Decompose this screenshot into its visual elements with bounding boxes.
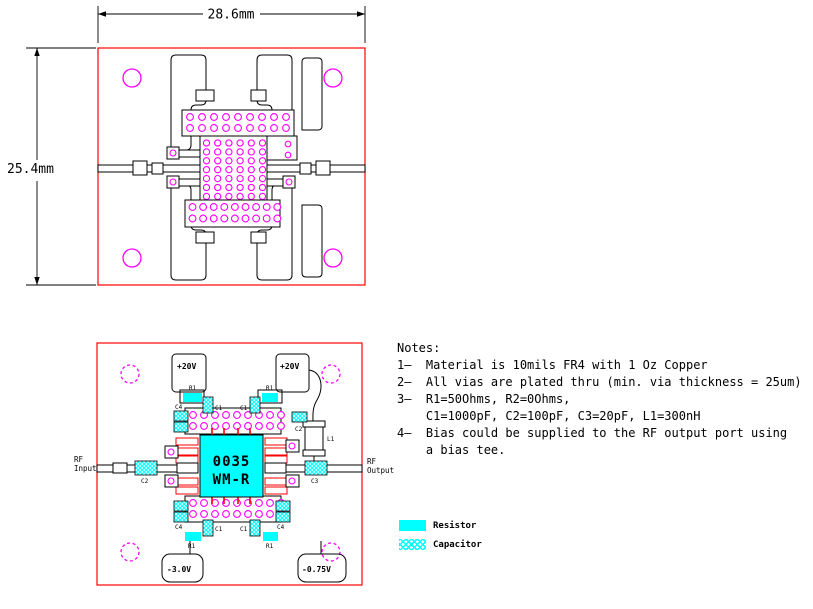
via <box>187 114 194 121</box>
via <box>211 125 218 132</box>
via <box>190 412 197 419</box>
via <box>210 215 217 222</box>
via <box>274 215 281 222</box>
stub-trace <box>179 179 200 186</box>
designator-c-stack-top-left: C4 <box>175 404 183 411</box>
designator-r-bottom-left: R1 <box>188 543 196 550</box>
pad <box>133 161 147 175</box>
via <box>226 158 232 164</box>
stub-trace <box>267 179 283 186</box>
pad <box>300 163 311 174</box>
arrowhead-icon <box>357 11 365 16</box>
legend-label-resistor: Resistor <box>433 520 477 531</box>
via <box>190 511 197 518</box>
mounting-hole-icon <box>324 69 342 87</box>
via <box>263 204 270 211</box>
mounting-hole-icon <box>123 69 141 87</box>
bias-label-top-right: +20V <box>280 362 300 371</box>
via <box>223 511 230 518</box>
via <box>247 125 254 132</box>
via <box>168 449 174 455</box>
legend-row-capacitor <box>399 535 482 554</box>
resistor <box>263 532 278 541</box>
via <box>242 204 249 211</box>
via <box>210 204 217 211</box>
capacitor <box>174 422 188 432</box>
bare-board-view <box>98 48 365 285</box>
via <box>189 215 196 222</box>
via <box>203 193 209 199</box>
resistor <box>183 393 202 402</box>
via <box>259 149 265 155</box>
via-bar <box>185 496 281 522</box>
bias-label-bottom-left: -3.0V <box>167 565 192 574</box>
via <box>278 412 285 419</box>
rf-input-label-line1: RF <box>74 455 84 464</box>
via <box>267 500 274 507</box>
via <box>259 193 265 199</box>
designator-c-stack-bottom-right: C4 <box>277 524 285 531</box>
via <box>203 176 209 182</box>
via <box>248 167 254 173</box>
width-dimension-label: 28.6mm <box>207 7 255 23</box>
via <box>283 125 290 132</box>
via <box>242 215 249 222</box>
via <box>203 184 209 190</box>
via <box>201 423 208 430</box>
arrowhead-icon <box>98 11 106 16</box>
via <box>223 125 230 132</box>
capacitor <box>305 461 327 475</box>
via <box>259 176 265 182</box>
designator-c-stack-bottom-left: C4 <box>175 524 183 531</box>
via <box>232 204 239 211</box>
via <box>289 478 295 484</box>
via <box>234 511 241 518</box>
via <box>285 152 291 158</box>
via <box>215 167 221 173</box>
stub-trace <box>179 150 200 157</box>
via <box>200 204 207 211</box>
via <box>223 114 230 121</box>
via <box>237 176 243 182</box>
side-ground-pad <box>267 136 297 160</box>
designator-c-top-right: C1 <box>240 405 248 412</box>
note-line: a bias tee. <box>397 443 506 457</box>
designator-r-bottom-right: R1 <box>266 543 274 550</box>
legend-row-resistor <box>399 516 482 535</box>
mounting-hole-icon <box>123 249 141 267</box>
pad <box>251 90 266 101</box>
via <box>247 114 254 121</box>
via <box>170 150 176 156</box>
via <box>248 193 254 199</box>
designator-c-stack-top-right: C2 <box>295 426 303 433</box>
via <box>259 125 266 132</box>
via <box>271 125 278 132</box>
via <box>199 125 206 132</box>
designator-l1: L1 <box>327 436 335 443</box>
bias-label-bottom-right: -0.75V <box>302 565 331 574</box>
inductor-l1 <box>303 421 325 461</box>
pad <box>152 163 163 174</box>
via <box>248 184 254 190</box>
ground-arm <box>302 205 322 277</box>
pad <box>265 463 286 473</box>
mounting-hole-icon <box>121 365 139 383</box>
designator-c-input: C2 <box>141 478 149 485</box>
mounting-hole-icon <box>121 543 139 561</box>
via <box>253 204 260 211</box>
bias-arm <box>276 354 309 392</box>
note-line: 2— All vias are plated thru (min. via thickness = 25um) <box>397 375 802 389</box>
via <box>226 140 232 146</box>
designator-c-bottom-right: C1 <box>240 526 248 533</box>
via <box>221 215 228 222</box>
bias-trace <box>190 541 321 554</box>
via <box>234 500 241 507</box>
via <box>263 215 270 222</box>
capacitor <box>203 520 213 536</box>
via <box>253 215 260 222</box>
via <box>189 204 196 211</box>
resistor-swatch-icon <box>399 520 426 531</box>
via <box>226 176 232 182</box>
mounting-hole-icon <box>322 365 340 383</box>
via <box>256 511 263 518</box>
capacitor <box>250 397 260 413</box>
via <box>237 193 243 199</box>
capacitor <box>250 520 260 536</box>
chip-marking-line2: WM-R <box>212 472 251 488</box>
bias-label-top-left: +20V <box>177 362 197 371</box>
via <box>259 140 265 146</box>
pad <box>251 232 266 243</box>
capacitor-swatch-icon <box>399 539 426 550</box>
via <box>187 125 194 132</box>
center-ground-pad <box>200 136 267 200</box>
pad <box>316 161 330 175</box>
via <box>278 423 285 430</box>
via <box>286 179 292 185</box>
via <box>190 423 197 430</box>
notes-block <box>397 340 802 459</box>
rf-output-label-line1: RF <box>367 457 377 466</box>
ground-arm <box>302 58 322 130</box>
via <box>211 114 218 121</box>
via <box>215 158 221 164</box>
chip-marking-line1: 0035 <box>212 454 251 470</box>
via <box>203 140 209 146</box>
via <box>274 204 281 211</box>
via <box>248 158 254 164</box>
designator-r-top-right: R1 <box>266 385 274 392</box>
via <box>226 184 232 190</box>
bias-trace <box>309 370 321 422</box>
via <box>271 114 278 121</box>
via <box>267 412 274 419</box>
assembled-board-view <box>74 343 394 585</box>
via <box>267 511 274 518</box>
note-line: C1=1000pF, C2=100pF, C3=20pF, L1=300nH <box>397 409 701 423</box>
via <box>215 176 221 182</box>
mounting-hole-icon <box>322 543 340 561</box>
rf-trace <box>98 165 200 172</box>
designator-c-output: C3 <box>311 478 319 485</box>
via <box>190 500 197 507</box>
capacitor <box>174 512 188 522</box>
via <box>234 412 241 419</box>
capacitor <box>276 512 290 522</box>
resistor <box>185 532 201 541</box>
via <box>201 511 208 518</box>
via <box>170 179 176 185</box>
via <box>226 193 232 199</box>
via <box>283 114 290 121</box>
pad <box>196 90 214 101</box>
arrowhead-icon <box>34 277 39 285</box>
via <box>200 215 207 222</box>
via <box>215 140 221 146</box>
via <box>259 184 265 190</box>
via <box>256 423 263 430</box>
rf-output-label-line2: Output <box>367 466 395 475</box>
height-dimension-label: 25.4mm <box>7 162 54 177</box>
capacitor <box>276 501 290 511</box>
via <box>259 167 265 173</box>
capacitor <box>203 397 213 413</box>
arrowhead-icon <box>34 48 39 56</box>
via <box>235 125 242 132</box>
via <box>201 500 208 507</box>
via <box>232 215 239 222</box>
via <box>199 114 206 121</box>
via <box>203 149 209 155</box>
via <box>215 184 221 190</box>
pad <box>113 463 127 473</box>
via <box>248 176 254 182</box>
via <box>221 204 228 211</box>
via <box>203 167 209 173</box>
via <box>215 193 221 199</box>
capacitor <box>174 501 188 511</box>
via <box>234 423 241 430</box>
notes-title: Notes: <box>397 341 441 355</box>
resistor <box>262 393 278 402</box>
via <box>237 184 243 190</box>
via <box>259 114 266 121</box>
via-bar <box>185 408 281 434</box>
via <box>248 140 254 146</box>
legend <box>399 516 482 554</box>
note-line: 4— Bias could be supplied to the RF output port using <box>397 426 788 440</box>
via <box>289 443 295 449</box>
pad <box>196 232 214 243</box>
via <box>245 511 252 518</box>
via <box>237 167 243 173</box>
via <box>259 158 265 164</box>
note-line: 3— R1=50Ohms, R2=0Ohms, <box>397 392 571 406</box>
capacitor <box>174 411 188 421</box>
via <box>248 149 254 155</box>
via <box>212 511 219 518</box>
designator-r-top-left: R1 <box>189 385 197 392</box>
via <box>223 412 230 419</box>
via <box>215 149 221 155</box>
via <box>226 167 232 173</box>
pad <box>177 463 198 473</box>
via <box>168 478 174 484</box>
via <box>267 423 274 430</box>
capacitor <box>292 412 307 422</box>
mounting-hole-icon <box>324 249 342 267</box>
via <box>256 500 263 507</box>
note-line: 1— Material is 10mils FR4 with 1 Oz Copper <box>397 358 708 372</box>
via <box>237 140 243 146</box>
rf-input-label-line2: Input <box>74 464 97 473</box>
via <box>237 149 243 155</box>
capacitor <box>135 461 157 475</box>
designator-c-bottom-left: C1 <box>215 526 223 533</box>
via <box>285 141 291 147</box>
legend-label-capacitor: Capacitor <box>433 539 482 550</box>
via <box>237 158 243 164</box>
via <box>235 114 242 121</box>
via <box>203 158 209 164</box>
designator-c-top-left: C1 <box>215 405 223 412</box>
via <box>226 149 232 155</box>
